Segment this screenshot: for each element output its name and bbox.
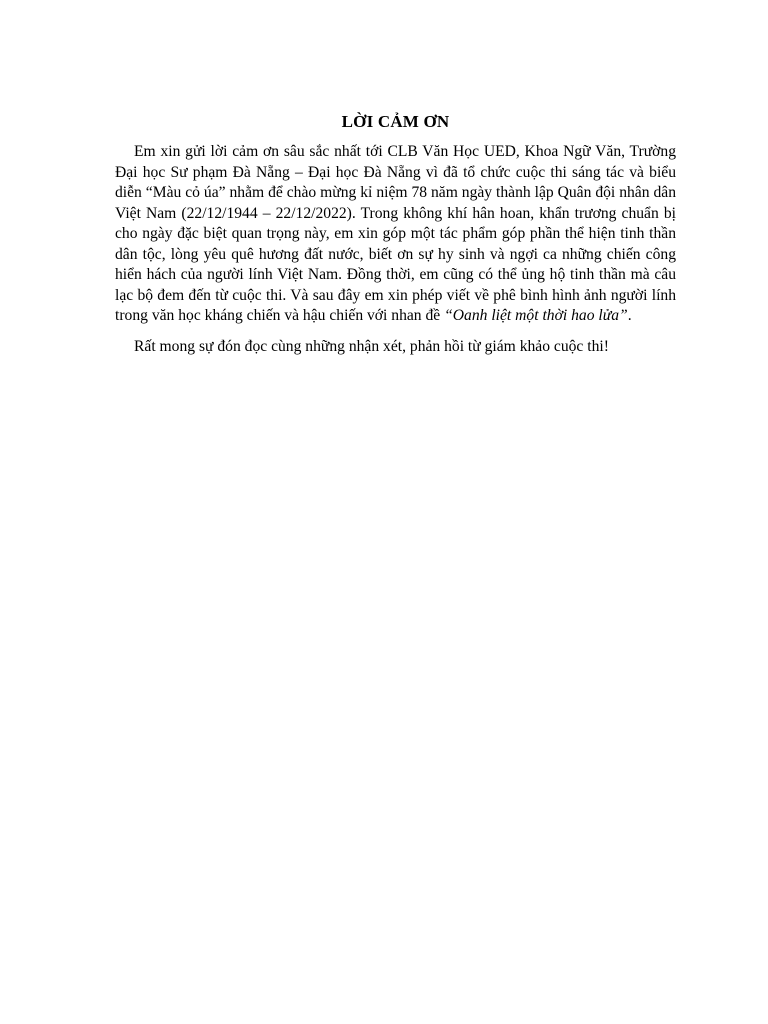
document-page (115, 112, 676, 357)
paragraph-acknowledgement (115, 142, 676, 327)
essay-title: “Oanh liệt một thời hao lửa” (444, 307, 628, 324)
paragraph-end-punctuation: . (627, 307, 632, 324)
paragraph-acknowledgement-text: Em xin gửi lời cảm ơn sâu sắc nhất tới CLB Văn Học UED, Khoa Ngữ Văn, Trường Đại học Sư phạm Đà Nẵng – Đại học Đà Nẵng vì đã tổ chức cuộc thi sáng tác và biểu diễn “Màu cỏ úa” nhằm để chào mừng kỉ niệm 78 năm ngày thành lập Quân đội nhân dân Việt Nam (22/12/1944 – 22/12/2022). Trong không khí hân hoan, khẩn trương chuẩn bị cho ngày đặc biệt quan trọng này, em xin góp một tác phẩm góp phần thể hiện tinh thần dân tộc, lòng yêu quê hương đất nước, biết ơn sự hy sinh và ngợi ca những chiến công hiển hách của người lính Việt Nam. Đồng thời, em cũng có thể ủng hộ tinh thần mà câu lạc bộ đem đến từ cuộc thi. Và sau đây em xin phép viết về phê bình hình ảnh người lính trong văn học kháng chiến và hậu chiến với nhan đề (115, 143, 676, 324)
page-title: LỜI CẢM ƠN (341, 112, 450, 131)
paragraph-closing: Rất mong sự đón đọc cùng những nhận xét, phản hồi từ giám khảo cuộc thi! (134, 337, 609, 355)
